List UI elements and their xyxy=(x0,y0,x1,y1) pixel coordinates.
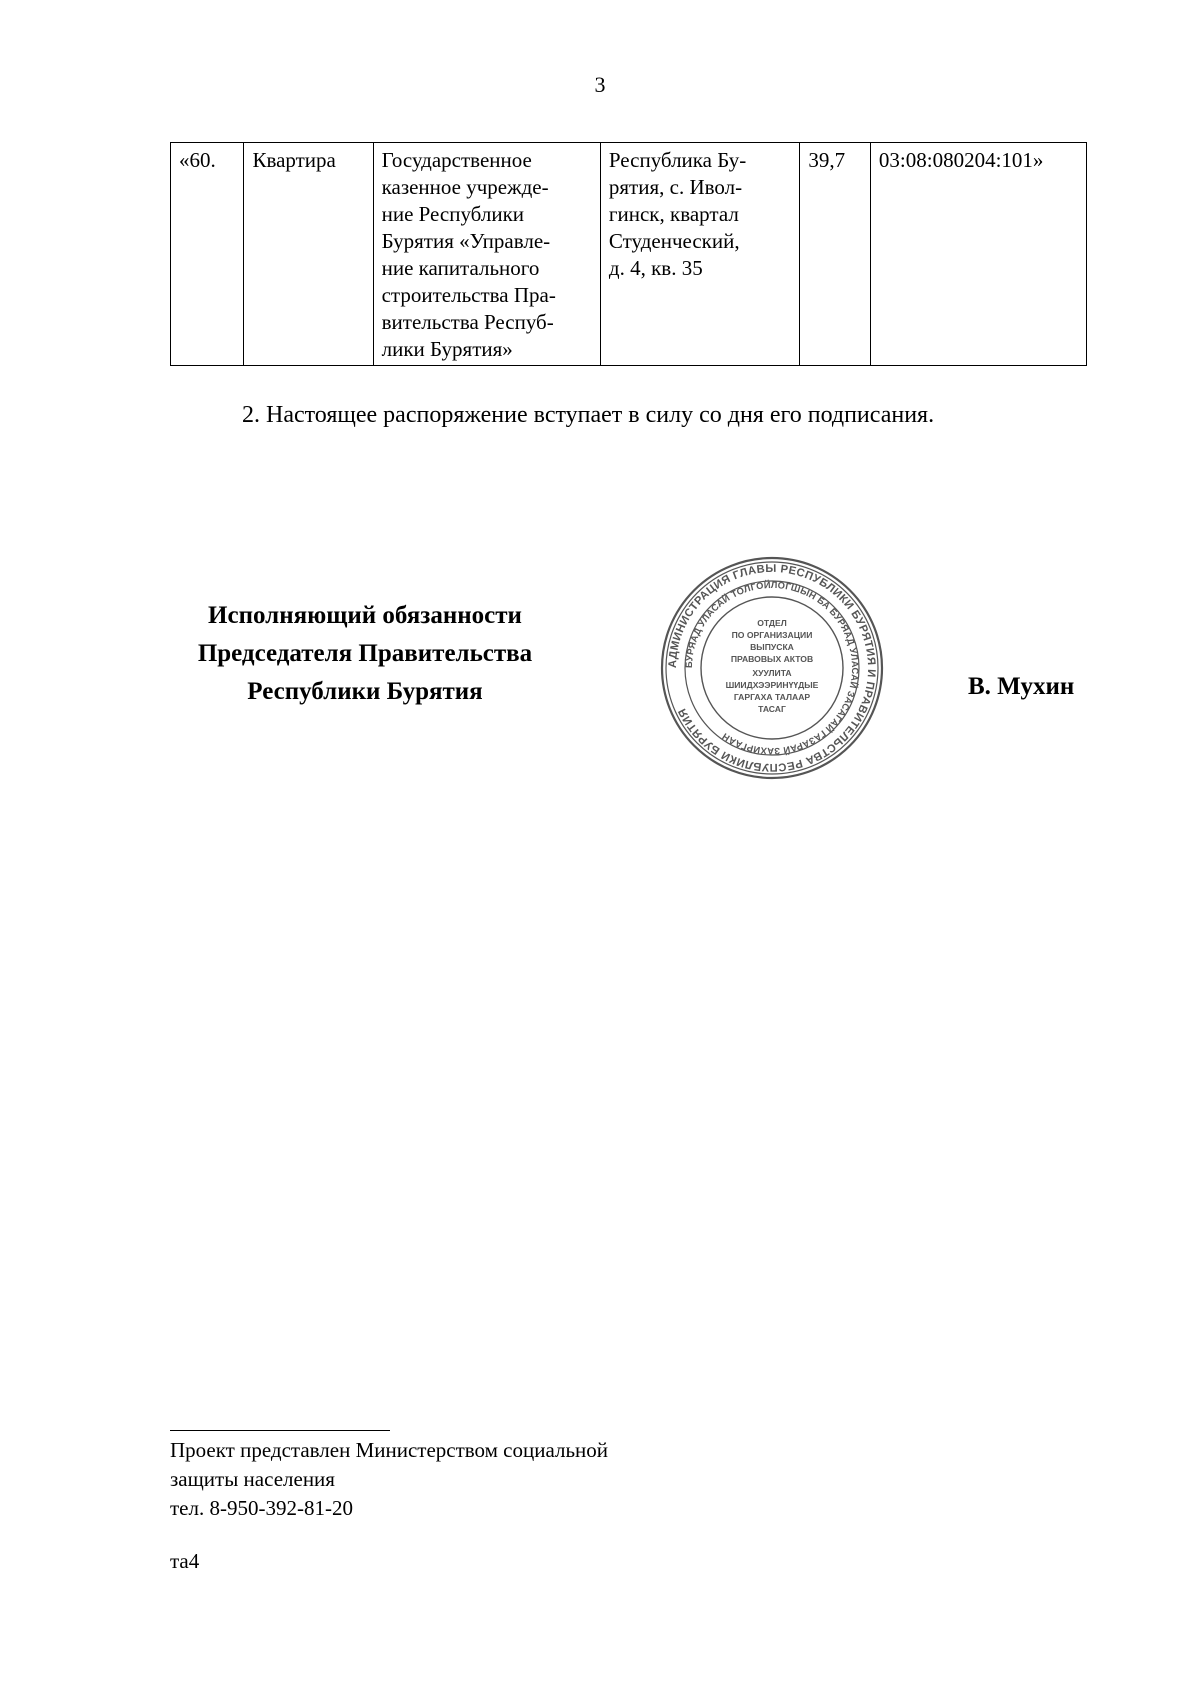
seal-center-line: ПРАВОВЫХ АКТОВ xyxy=(730,654,814,664)
cell-address-line: рятия, с. Ивол- xyxy=(608,175,743,199)
paragraph-2: 2. Настоящее распоряжение вступает в силу со дня его подписания. xyxy=(242,402,935,428)
seal-center-line: ПО ОРГАНИЗАЦИИ xyxy=(731,630,813,640)
seal-outer-text: АДМИНИСТРАЦИЯ ГЛАВЫ РЕСПУБЛИКИ БУРЯТИЯ И ПРАВИТЕЛЬСТВА РЕСПУБЛИКИ БУРЯТИЯ xyxy=(666,562,878,774)
cell-holder xyxy=(373,143,600,366)
cell-holder-line: лики Бурятия» xyxy=(381,337,513,361)
cell-address xyxy=(600,143,800,366)
property-table xyxy=(170,142,1087,366)
cell-number: «60. xyxy=(171,143,244,366)
signatory-title xyxy=(140,597,590,711)
seal-center-line: ВЫПУСКА xyxy=(750,642,794,652)
cell-area: 39,7 xyxy=(800,143,871,366)
cell-address-line: Республика Бу- xyxy=(608,148,747,172)
table-row xyxy=(171,143,1087,366)
signatory-title-line: Республики Бурятия xyxy=(247,678,483,705)
signatory-title-line: Исполняющий обязанности xyxy=(208,602,522,629)
official-seal-stamp xyxy=(659,555,885,781)
seal-center-line: ТАСАГ xyxy=(758,704,786,714)
footnote-line: защиты населения xyxy=(170,1467,335,1491)
footnote-line: Проект представлен Министерством социальной xyxy=(170,1438,609,1462)
cell-cadastral-number: 03:08:080204:101» xyxy=(870,143,1086,366)
cell-object-type: Квартира xyxy=(244,143,373,366)
footnote-line: тел. 8-950-392-81-20 xyxy=(170,1496,353,1520)
seal-inner-text: БУРЯАД УЛАСАЙ ТОЛГОЙЛОГШЫН БА БУРЯАД УЛАСАЙ ЗАСАГАЙ ГАЗАРАЙ ЗАХИРГААН xyxy=(683,579,861,757)
cell-address-line: д. 4, кв. 35 xyxy=(608,256,703,280)
seal-center-line: ОТДЕЛ xyxy=(757,618,787,628)
cell-holder-line: ние Республики xyxy=(381,202,525,226)
seal-center-line: ШИИДХЭЭРИНҮҮДЫЕ xyxy=(725,680,819,690)
footnote xyxy=(170,1436,608,1523)
cell-holder-line: Бурятия «Управле- xyxy=(381,229,551,253)
cell-address-line: Студенческий, xyxy=(608,229,740,253)
signatory-title-line: Председателя Правительства xyxy=(197,640,533,667)
signatory-name: В. Мухин xyxy=(968,673,1075,700)
cell-address-line: гинск, квартал xyxy=(608,202,739,226)
cell-holder-line: ние капитального xyxy=(381,256,540,280)
cell-holder-line: казенное учрежде- xyxy=(381,175,549,199)
page-number: 3 xyxy=(594,72,606,97)
document-code: та4 xyxy=(170,1549,200,1573)
cell-holder-line: Государственное xyxy=(381,148,532,172)
cell-holder-line: строительства Пра- xyxy=(381,283,556,307)
footnote-divider xyxy=(170,1430,390,1431)
cell-holder-line: вительства Респуб- xyxy=(381,310,554,334)
seal-center-line: ХУУЛИТА xyxy=(752,668,792,678)
seal-center-line: ГАРГАХА ТАЛААР xyxy=(733,692,811,702)
